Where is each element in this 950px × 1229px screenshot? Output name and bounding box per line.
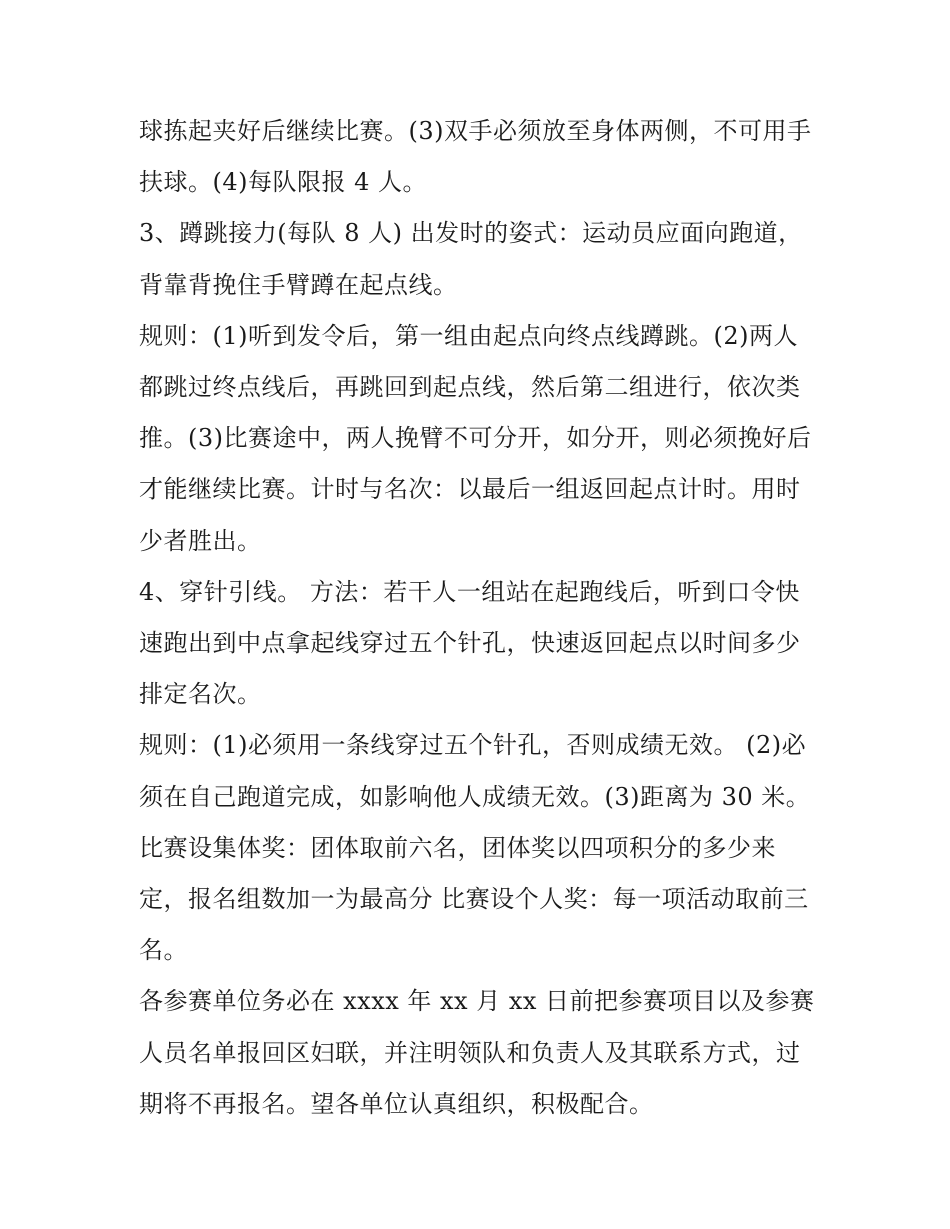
paragraph-squat-jump-rules: 规则：(1)听到发令后，第一组由起点向终点线蹲跳。(2)两人都跳过终点线后，再跳回到起点线，然后第二组进行，依次类推。(3)比赛途中，两人挽臂不可分开，如分开，则必须挽好后才能继续比赛。计时与名次：以最后一组返回起点计时。用时少者胜出。: [139, 321, 812, 555]
paragraph-threading-needle: 4、穿针引线。 方法：若干人一组站在起跑线后，听到口令快速跑出到中点拿起线穿过五个针孔，快速返回起点以时间多少排定名次。: [139, 577, 801, 709]
paragraph-registration-deadline: 各参赛单位务必在 xxxx 年 xx 月 xx 日前把参赛项目以及参赛人员名单报回区妇联，并注明领队和负责人及其联系方式，过期将不再报名。望各单位认真组织，积极配合。: [139, 987, 815, 1118]
paragraph-ball-rules-continued: 球拣起夹好后继续比赛。(3)双手必须放至身体两侧，不可用手扶球。(4)每队限报 4 人。: [139, 117, 812, 197]
document-body: [139, 106, 819, 1130]
paragraph-squat-jump-relay: 3、蹲跳接力(每队 8 人) 出发时的姿式：运动员应面向跑道，背靠背挽住手臂蹲在起点线。: [139, 219, 803, 299]
paragraph-awards: 比赛设集体奖：团体取前六名，团体奖以四项积分的多少来定，报名组数加一为最高分 比赛设个人奖：每一项活动取前三名。: [139, 833, 809, 965]
paragraph-threading-rules: 规则：(1)必须用一条线穿过五个针孔，否则成绩无效。 (2)必须在自己跑道完成，如影响他人成绩无效。(3)距离为 30 米。: [139, 731, 811, 811]
